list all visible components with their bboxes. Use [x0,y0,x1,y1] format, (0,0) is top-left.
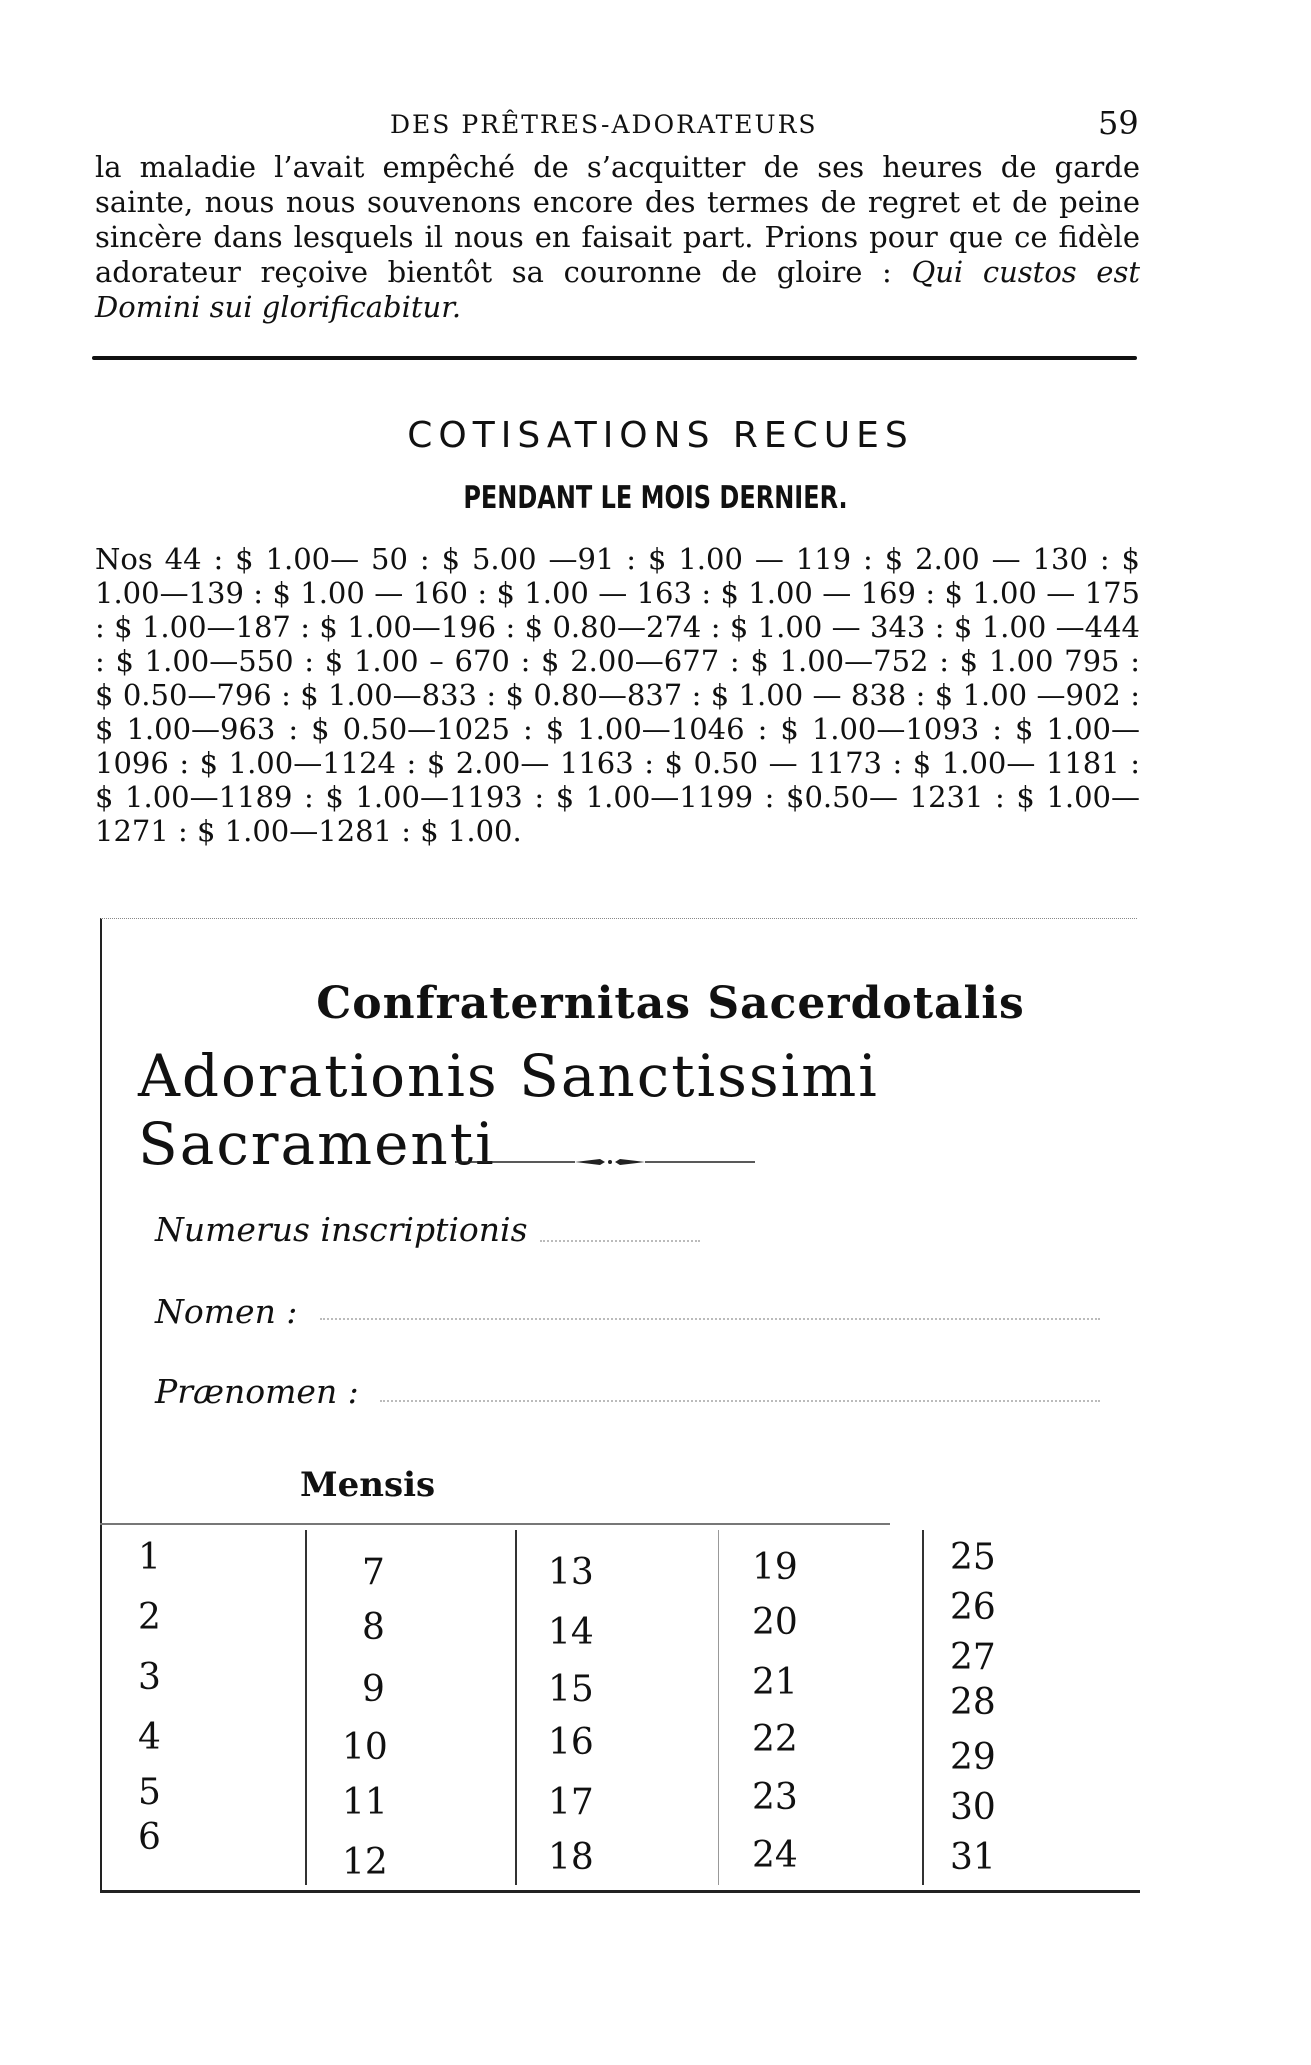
days-grid-divider [515,1530,517,1885]
day-cell[interactable]: 30 [950,1787,996,1828]
day-cell[interactable]: 7 [362,1552,385,1593]
day-cell[interactable]: 22 [752,1719,798,1760]
day-cell[interactable]: 9 [362,1669,385,1710]
cotisations-list: Nos 44 : $ 1.00— 50 : $ 5.00 —91 : $ 1.00 — 119 : $ 2.00 — 130 : $ 1.00—139 : $ 1.00 — 160 : $ 1.00 — 163 : $ 1.00 — 169 : $ 1.00 — 175 : $ 1.00—187 : $ 1.00—196 : $ 0.80—274 : $ 1.00 — 343 : $ 1.00 —444 : $ 1.00—550 : $ 1.00 – 670 : $ 2.00—677 : $ 1.00—752 : $ 1.00 795 : $ 0.50—796 : $ 1.00—833 : $ 0.80—837 : $ 1.00 — 838 : $ 1.00 —902 : $ 1.00—963 : $ 0.50—1025 : $ 1.00—1046 : $ 1.00—1093 : $ 1.00—1096 : $ 1.00—1124 : $ 2.00— 1163 : $ 0.50 — 1173 : $ 1.00— 1181 : $ 1.00—1189 : $ 1.00—1193 : $ 1.00—1199 : $0.50— 1231 : $ 1.00—1271 : $ 1.00—1281 : $ 1.00. [95,542,1140,848]
day-cell[interactable]: 31 [950,1837,996,1878]
day-cell[interactable]: 3 [138,1657,161,1698]
day-cell[interactable]: 5 [138,1772,161,1813]
form-title-confraternitas: Confraternitas Sacerdotalis [316,978,1025,1029]
day-cell[interactable]: 8 [362,1607,385,1648]
field-number-label: Numerus inscriptionis [155,1210,528,1249]
day-cell[interactable]: 6 [138,1817,161,1858]
day-cell[interactable]: 25 [950,1537,996,1578]
latin-quote: Qui custos est Domini sui glorificabitur. [95,255,1140,324]
day-cell[interactable]: 29 [950,1737,996,1778]
day-cell[interactable]: 16 [548,1722,594,1763]
field-name-label: Nomen : [155,1292,298,1331]
day-cell[interactable]: 12 [342,1842,388,1883]
day-cell[interactable]: 1 [138,1537,161,1578]
day-cell[interactable]: 11 [342,1782,388,1823]
day-cell[interactable]: 10 [342,1727,388,1768]
field-name-input[interactable] [320,1318,1100,1320]
days-grid-divider [718,1530,719,1885]
day-cell[interactable]: 14 [548,1612,594,1653]
obituary-text: la maladie l’avait empêché de s’acquitter de ses heures de garde sainte, nous nous souvenons encore des termes de regret et de peine sincère dans lesquels il nous en faisait part. Prions pour que ce fidèle adorateur reçoive bientôt sa couronne de gloire : [95,150,1140,289]
section-divider [92,356,1137,360]
running-head: DES PRÊTRES-ADORATEURS [390,110,818,139]
day-cell[interactable]: 4 [138,1717,161,1758]
day-cell[interactable]: 28 [950,1682,996,1723]
day-cell[interactable]: 27 [950,1637,996,1678]
days-grid-divider [922,1530,924,1885]
day-cell[interactable]: 20 [752,1602,798,1643]
cotisations-subtitle: PENDANT LE MOIS DERNIER. [463,480,848,516]
form-title-adorationis: Adorationis Sanctissimi Sacramenti [138,1042,879,1178]
form-bottom-rule [100,1890,1140,1893]
day-cell[interactable]: 2 [138,1597,161,1638]
field-firstname-label: Prænomen : [155,1372,359,1411]
mensis-label: Mensis [300,1465,436,1505]
page-number: 59 [1098,104,1139,142]
days-grid-top-rule [100,1523,890,1526]
field-number-input[interactable] [540,1240,700,1242]
ornament-divider [455,1157,755,1167]
day-cell[interactable]: 15 [548,1669,594,1710]
day-cell[interactable]: 21 [752,1662,798,1703]
day-cell[interactable]: 18 [548,1837,594,1878]
field-firstname-input[interactable] [380,1400,1100,1402]
cotisations-title: COTISATIONS RECUES [407,415,914,456]
day-cell[interactable]: 26 [950,1587,996,1628]
obituary-paragraph [95,150,1140,325]
day-cell[interactable]: 23 [752,1777,798,1818]
day-cell[interactable]: 17 [548,1782,594,1823]
days-grid-divider [305,1530,307,1885]
day-cell[interactable]: 19 [752,1547,798,1588]
day-cell[interactable]: 13 [548,1552,594,1593]
day-cell[interactable]: 24 [752,1835,798,1876]
